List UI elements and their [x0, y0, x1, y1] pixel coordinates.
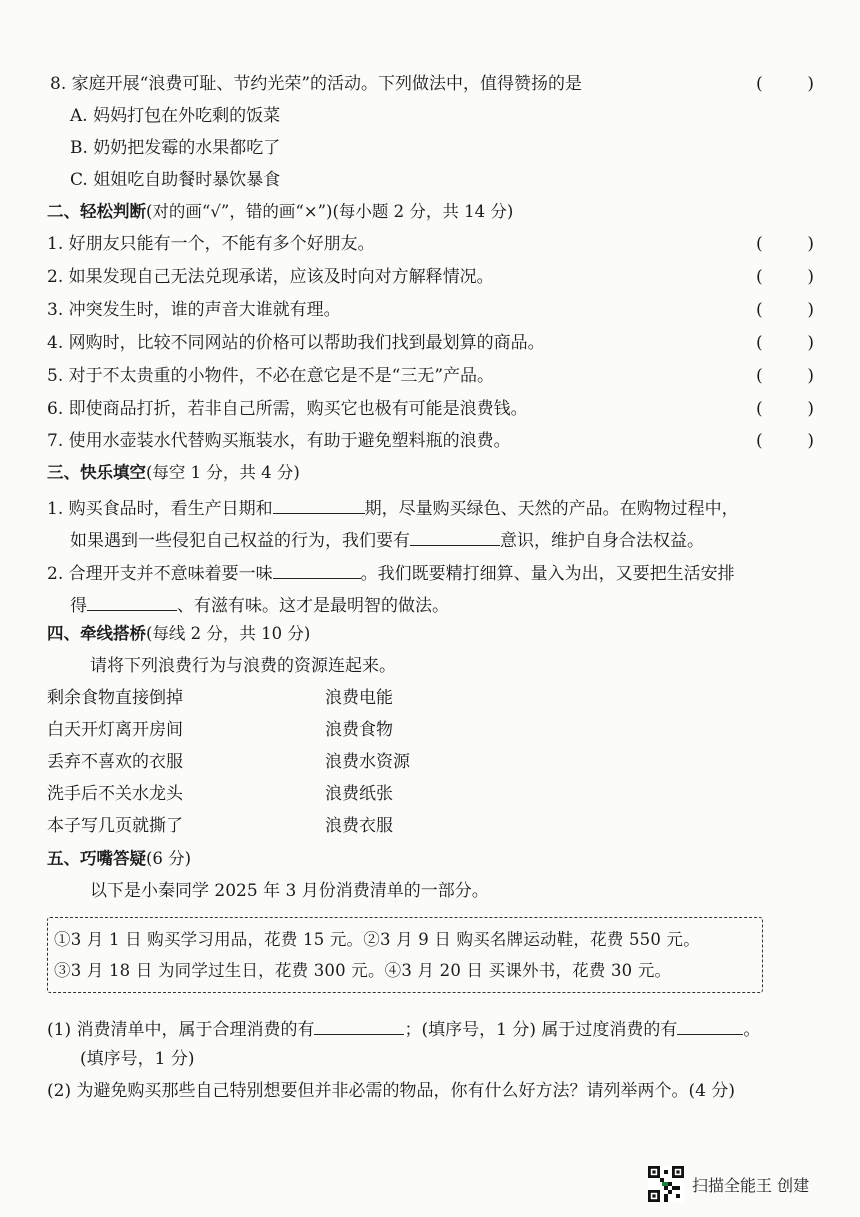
judge-item-4: 4. 网购时，比较不同网站的价格可以帮助我们找到最划算的商品。	[47, 333, 545, 353]
section3-heading	[47, 461, 300, 485]
judge-item-5: 5. 对于不太贵重的小物件，不必在意它是不是“三无”产品。	[47, 366, 495, 386]
section2-note: (对的画“√”，错的画“×”)(每小题 2 分，共 14 分)	[146, 202, 514, 221]
section2-heading	[47, 200, 513, 224]
q5-2: (2) 为避免购买那些自己特别想要但并非必需的物品，你有什么好方法？请列举两个。(4 分)	[47, 1081, 735, 1101]
qr-code-icon	[648, 1166, 684, 1202]
section3-title: 三、快乐填空	[47, 463, 146, 482]
fill-q2-line2: 得 、有滋有味。这才是最明智的做法。	[70, 592, 449, 618]
section4-note: (每线 2 分，共 10 分)	[146, 624, 311, 643]
spending-list-box	[47, 917, 763, 993]
match-left-2[interactable]: 白天开灯离开房间	[47, 720, 183, 740]
q8-stem: 8. 家庭开展“浪费可耻、节约光荣”的活动。下列做法中，值得赞扬的是	[50, 74, 583, 94]
match-right-3[interactable]: 浪费水资源	[325, 752, 410, 772]
scanner-watermark	[648, 1166, 809, 1202]
fill-q2-line1: 2. 合理开支并不意味着要一味 。我们既要精打细算、量入为出，又要把生活安排	[47, 560, 735, 586]
fill-q1-line1: 1. 购买食品时，看生产日期和 期，尽量购买绿色、天然的产品。在购物过程中，	[47, 495, 739, 521]
section4-heading	[47, 622, 310, 646]
section5-note: (6 分)	[146, 849, 192, 868]
fill-blank-4[interactable]	[87, 592, 177, 611]
watermark-label: 扫描全能王 创建	[692, 1175, 810, 1195]
match-right-2[interactable]: 浪费食物	[325, 720, 393, 740]
match-right-1[interactable]: 浪费电能	[325, 688, 393, 708]
excessive-spending-blank[interactable]	[677, 1016, 743, 1035]
judge-item-3: 3. 冲突发生时，谁的声音大谁就有理。	[47, 300, 341, 320]
judge-item-7: 7. 使用水壶装水代替购买瓶装水，有助于避免塑料瓶的浪费。	[47, 431, 511, 451]
spending-list-row-2: ③3 月 18 日 为同学过生日，花费 300 元。④3 月 20 日 买课外书，花费 30 元。	[54, 961, 672, 980]
q5-1-line1: (1) 消费清单中，属于合理消费的有 ；(填序号，1 分) 属于过度消费的有 。	[47, 1016, 760, 1042]
fill-blank-2[interactable]	[410, 527, 500, 546]
q8-option-b: B. 奶奶把发霉的水果都吃了	[70, 138, 281, 158]
section3-note: (每空 1 分，共 4 分)	[146, 463, 300, 482]
judge-item-6: 6. 即使商品打折，若非自己所需，购买它也极有可能是浪费钱。	[47, 399, 528, 419]
q5-1-line2: (填序号，1 分)	[80, 1049, 195, 1069]
section4-intro: 请将下列浪费行为与浪费的资源连起来。	[90, 656, 396, 676]
section4-title: 四、牵线搭桥	[47, 624, 146, 643]
match-left-4[interactable]: 洗手后不关水龙头	[47, 784, 183, 804]
section2-title: 二、轻松判断	[47, 202, 146, 221]
match-left-5[interactable]: 本子写几页就撕了	[47, 816, 183, 836]
judge-item-1: 1. 好朋友只能有一个，不能有多个好朋友。	[47, 234, 375, 254]
judge-item-2: 2. 如果发现自己无法兑现承诺，应该及时向对方解释情况。	[47, 267, 494, 287]
fill-blank-1[interactable]	[273, 495, 365, 514]
match-right-5[interactable]: 浪费衣服	[325, 816, 393, 836]
q8-option-a: A. 妈妈打包在外吃剩的饭菜	[70, 106, 281, 126]
section5-title: 五、巧嘴答疑	[47, 849, 146, 868]
fill-blank-3[interactable]	[273, 560, 361, 579]
section5-intro: 以下是小秦同学 2025 年 3 月份消费清单的一部分。	[90, 881, 489, 901]
match-right-4[interactable]: 浪费纸张	[325, 784, 393, 804]
match-left-1[interactable]: 剩余食物直接倒掉	[47, 688, 183, 708]
q8-option-c: C. 姐姐吃自助餐时暴饮暴食	[70, 170, 281, 190]
spending-list-row-1: ①3 月 1 日 购买学习用品，花费 15 元。②3 月 9 日 购买名牌运动鞋，花费 550 元。	[54, 930, 700, 949]
reasonable-spending-blank[interactable]	[314, 1016, 404, 1035]
match-left-3[interactable]: 丢弃不喜欢的衣服	[47, 752, 183, 772]
fill-q1-line2: 如果遇到一些侵犯自己权益的行为，我们要有 意识，维护自身合法权益。	[70, 527, 704, 553]
section5-heading	[47, 847, 191, 871]
